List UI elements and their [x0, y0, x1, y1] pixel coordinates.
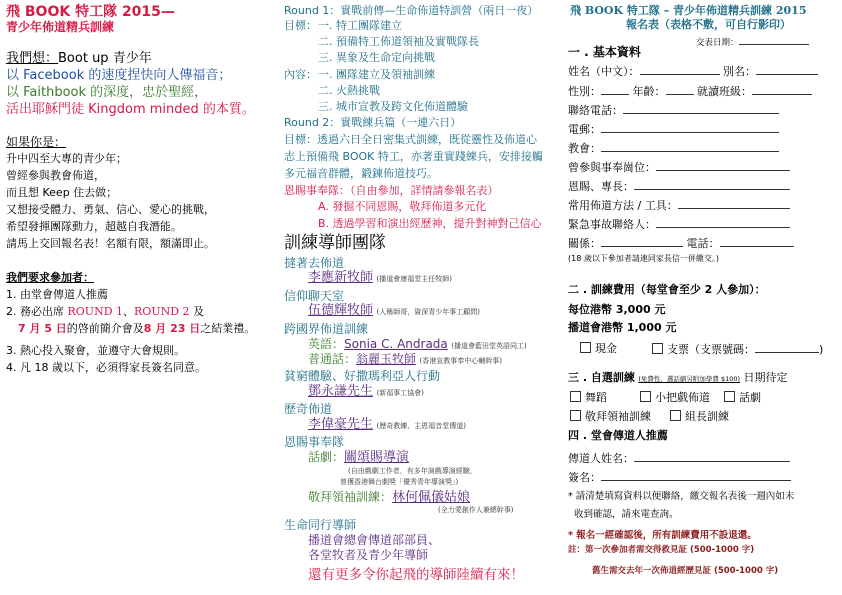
- round2-goal-2: 志上預備飛 BOOK 特工，亦著重實踐練兵，安排接觸: [284, 150, 543, 163]
- fee-evfree: 播道會港幣 1,000 元: [568, 321, 677, 334]
- form-subtitle: 報名表（表格不敷，可自行影印）: [626, 18, 791, 31]
- elective-worship[interactable]: 敬拜領袖訓練: [570, 410, 651, 423]
- trainer-6-worship-note: (全力愛創作人兼總幹事): [438, 506, 514, 514]
- cash-checkbox[interactable]: [580, 342, 591, 353]
- pastor-row: 傳道人姓名：: [568, 451, 790, 465]
- trainer-7-topic: 生命同行導師: [284, 518, 357, 532]
- section-elective: 三 . 自選訓練 (免費性，選話劇另附加學費 $100) 日期待定: [568, 371, 788, 384]
- intro-column: [0, 0, 280, 595]
- dream-line-3: 以 Faithbook 的深度，忠於聖經，: [6, 85, 208, 100]
- round1-content-2: 二. 火熱挑戰: [318, 84, 380, 97]
- emergency-contact-field[interactable]: [656, 217, 790, 228]
- round2-goal-1: 目標：透過六日全日密集式訓練，既從靈性及佈道心: [284, 133, 537, 146]
- trainer-5: 李偉豪先生 (歷奇教練、主恩福音堂傳道): [308, 417, 466, 432]
- section-recommend: 四 . 堂會傳道人推薦: [568, 429, 668, 442]
- payment-cash[interactable]: 現金: [580, 342, 617, 355]
- class-field[interactable]: [752, 84, 812, 95]
- pastor-name-field[interactable]: [634, 451, 790, 462]
- parent-letter-note: (18 歲以下參加者請連同家長信一併繳交。): [568, 254, 719, 263]
- section-basic-info: 一 . 基本資料: [568, 45, 641, 59]
- round1-goal-1: 一. 特工團隊建立: [318, 19, 402, 32]
- gender-field[interactable]: [601, 84, 629, 95]
- if-line-4: 又想接受體力、勇氣、信心、愛心的挑戰，: [6, 203, 215, 216]
- emergency-row: 緊急事故聯絡人：: [568, 217, 790, 231]
- signature-field[interactable]: [601, 470, 791, 481]
- requirements-title: 我們要求參加者：: [6, 271, 94, 284]
- trainer-6-drama: 話劇：關頌賜導演: [308, 450, 410, 465]
- if-line-3: 而且想 Keep 住去做；: [6, 186, 118, 199]
- requirement-1: 1. 由堂會傳道人推薦: [6, 288, 108, 301]
- registration-form: [562, 0, 842, 595]
- round1-content-label: 內容：: [284, 68, 317, 81]
- trainer-3-english: 英語：Sonia C. Andrada (播道會藍田堂英語同工): [308, 337, 527, 351]
- drama-checkbox[interactable]: [724, 391, 735, 402]
- email-row: 電郵：: [568, 122, 779, 136]
- trainer-7-line-1: 播道會總會傳道部部員、: [308, 533, 441, 547]
- if-line-2: 曾經參與教會佈道，: [6, 169, 105, 182]
- tools-field[interactable]: [678, 198, 790, 209]
- dance-checkbox[interactable]: [570, 391, 581, 402]
- round1-goal-2: 二. 預備特工佈道領袖及實戰隊長: [318, 35, 479, 48]
- requirement-2-dates: 7 月 5 日的啓前簡介會及8 月 23 日之結業禮。: [18, 322, 256, 335]
- cheque-number-field[interactable]: [755, 342, 819, 353]
- elective-dance[interactable]: 舞蹈: [570, 391, 607, 404]
- dream-line-4: 活出耶穌門徒 Kingdom minded 的本質。: [6, 102, 255, 117]
- if-line-1: 升中四至大專的青少年；: [6, 152, 127, 165]
- church-row: 教會：: [568, 141, 779, 155]
- trainer-4: 鄧永謙先生 (新福事工協會): [308, 384, 424, 399]
- trainer-6-worship: 敬拜領袖訓練：林何佩儀姑娘: [308, 490, 471, 505]
- trainer-6-drama-note-1: (自由戲劇工作者，有多年演戲導演經驗，: [348, 467, 477, 475]
- group-leader-checkbox[interactable]: [670, 410, 681, 421]
- testimony-note-new: 註：第一次參加者需交得救見証 (500-1000 字): [568, 545, 755, 555]
- flyer-subtitle: 青少年佈道精兵訓練: [6, 20, 115, 34]
- round1-goal-label: 目標：: [284, 19, 317, 32]
- round2-goal-3: 多元福音群體，鍛鍊佈道技巧。: [284, 167, 438, 180]
- tricks-checkbox[interactable]: [640, 391, 651, 402]
- trainer-7-line-2: 各堂牧者及青少年導師: [308, 548, 429, 562]
- requirement-4: 4. 凡 18 歲以下，必須得家長簽名同意。: [6, 361, 206, 374]
- phone-row: 聯絡電話：: [568, 103, 779, 117]
- requirement-2: 2. 務必出席 ROUND 1、ROUND 2 及: [6, 305, 205, 318]
- elective-tricks[interactable]: 小把戲佈道: [640, 391, 710, 404]
- round1-content-3: 三. 城市宣教及跨文化佈道體驗: [318, 100, 468, 113]
- trainer-2-topic: 信仰聊天室: [284, 289, 345, 303]
- submit-date-field[interactable]: 交表日期：: [696, 34, 809, 48]
- round1-title: Round 1：實戰前傳—生命佈道特訓營（兩日一夜）: [284, 4, 539, 17]
- testimony-note-returning: 舊生需交去年一次佈道經歷見証 (500-1000 字): [592, 566, 779, 576]
- section-fee: 二 . 訓練費用（每堂會至少 2 人參加）：: [568, 283, 766, 296]
- trainer-3-topic: 跨國界佈道訓練: [284, 322, 369, 336]
- trainer-5-topic: 歷奇佈道: [284, 402, 333, 416]
- round1-content-1: 一. 團隊建立及領袖訓練: [318, 68, 435, 81]
- elective-drama[interactable]: 話劇: [724, 391, 761, 404]
- name-row: 姓名（中文）： 別名：: [568, 64, 818, 78]
- if-line-6: 請馬上交回報名表！名額有限，額滿即止。: [6, 237, 215, 250]
- trainer-2: 伍德輝牧師 (人稱師哥，資深青少年事工顧問): [308, 303, 480, 318]
- gifts-field[interactable]: [634, 179, 790, 190]
- trainer-6-topic: 恩賜事奉隊: [284, 435, 345, 449]
- trainer-1: 李應新牧師 (播道會康福堂主任牧師): [308, 270, 452, 285]
- gender-row: 性別： 年齡： 就讀班級：: [568, 84, 812, 98]
- church-field[interactable]: [601, 141, 779, 152]
- trainer-1-topic: 撻著去佈道: [284, 256, 345, 270]
- trainer-4-topic: 貧窮體驗、好撒瑪利亞人行動: [284, 369, 441, 383]
- emergency-phone-field[interactable]: [720, 236, 794, 247]
- tools-row: 常用佈道方法 / 工具：: [568, 198, 790, 212]
- if-title: 如果你是：: [6, 135, 67, 149]
- worship-checkbox[interactable]: [570, 410, 581, 421]
- program-column: [282, 0, 572, 595]
- if-line-5: 希望發揮團隊動力，超越自我潛能。: [6, 220, 182, 233]
- relation-row: 關係： 電話：: [568, 236, 794, 250]
- flyer-title: 飛 BOOK 特工隊 2015—: [6, 4, 175, 20]
- gift-team-a: A. 發掘不同恩賜，敬拜佈道多元化: [318, 200, 487, 213]
- gift-team-title: 恩賜事奉隊：（自由參加，詳情請參報名表）: [284, 184, 499, 197]
- trainer-3-mandarin: 普通話：翁麗玉牧師 (香港宣教事奉中心輔幹事): [308, 352, 502, 366]
- gift-team-b: B. 透過學習和演出經歷神，提升對神對己信心: [318, 217, 542, 230]
- phone-field[interactable]: [623, 103, 779, 114]
- sign-row: 簽名：: [568, 470, 791, 484]
- trainers-heading: 訓練導師團隊: [284, 233, 386, 253]
- elective-group-leader[interactable]: 組長訓練: [670, 410, 729, 423]
- contact-note-1: * 請清楚填寫資料以便聯絡，繳交報名表後一週內如未: [568, 491, 795, 502]
- no-refund-note: * 報名一經確認後，所有訓練費用不設退還。: [568, 530, 757, 541]
- dream-line-1: 我們想：Boot up 青少年: [6, 51, 152, 66]
- dream-line-2: 以 Facebook 的速度捏快向人傳福音；: [6, 68, 232, 83]
- service-field[interactable]: [656, 160, 790, 171]
- service-row: 曾參與事奉崗位：: [568, 160, 790, 174]
- trainer-6-drama-note-2: 曾獲香港舞台劇獎「優秀青年導演獎」): [340, 478, 459, 486]
- cheque-checkbox[interactable]: [652, 343, 663, 354]
- closing-message: 還有更多令你起飛的導師陸續有來！: [308, 567, 524, 583]
- relation-field[interactable]: [601, 236, 683, 247]
- contact-note-2: 收到確認，請來電查詢。: [574, 509, 679, 520]
- gifts-row: 恩賜、專長：: [568, 179, 790, 193]
- age-field[interactable]: [666, 84, 694, 95]
- round1-goal-3: 三. 異象及生命定向挑戰: [318, 51, 435, 64]
- fee-general: 每位港幣 3,000 元: [568, 303, 666, 316]
- alias-field[interactable]: [756, 64, 818, 75]
- email-field[interactable]: [601, 122, 779, 133]
- requirement-3: 3. 熱心投入聚會，並遵守大會規則。: [6, 344, 185, 357]
- form-title: 飛 BOOK 特工隊 – 青少年佈道精兵訓練 2015: [570, 4, 807, 17]
- name-field[interactable]: [640, 64, 720, 75]
- round2-title: Round 2：實戰練兵篇（一連六日）: [284, 116, 462, 129]
- payment-cheque[interactable]: 支票（支票號碼： ): [652, 342, 823, 356]
